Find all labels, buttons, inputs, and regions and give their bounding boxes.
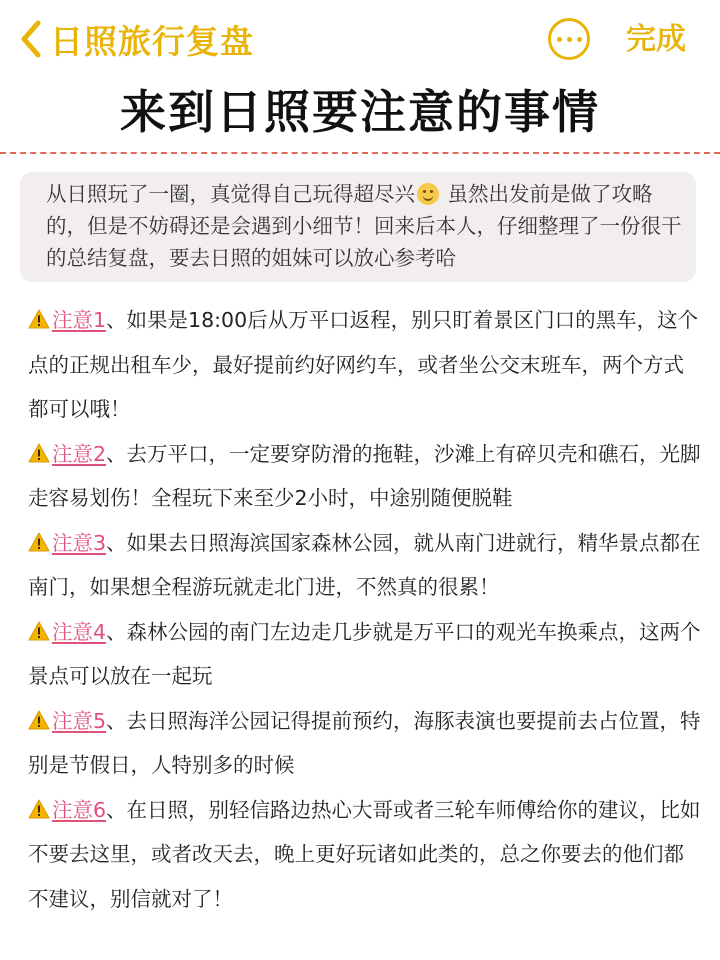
warning-icon <box>28 621 50 641</box>
note-tag[interactable]: 注意2 <box>52 441 107 466</box>
back-label: 日照旅行复盘 <box>50 21 254 61</box>
more-dots-icon <box>557 37 562 42</box>
note-tag[interactable]: 注意3 <box>52 530 107 555</box>
note-item <box>28 699 704 788</box>
notes-list <box>28 298 704 921</box>
intro-text-start: 从日照玩了一圈，真觉得自己玩得超尽兴 <box>46 182 415 206</box>
more-dot <box>567 37 572 42</box>
warning-icon <box>28 799 50 819</box>
note-text: 、在日照，别轻信路边热心大哥或者三轮车师傅给你的建议，比如不要去这里，或者改天去，晚上更好玩诸如此类的，总之你要去的他们都不建议，别信就对了！ <box>28 797 701 911</box>
note-tag[interactable]: 注意6 <box>52 797 107 822</box>
more-dot <box>577 37 582 42</box>
note-tag[interactable]: 注意4 <box>52 619 107 644</box>
note-item <box>28 432 704 521</box>
note-item <box>28 610 704 699</box>
intro-box <box>20 172 696 282</box>
note-text: 、如果是18:00后从万平口返程，别只盯着景区门口的黑车，这个点的正规出租车少，最好提前约好网约车，或者坐公交末班车，两个方式都可以哦！ <box>28 308 699 421</box>
note-text: 、森林公园的南门左边走几步就是万平口的观光车换乘点，这两个景点可以放在一起玩 <box>28 619 701 688</box>
note-tag[interactable]: 注意5 <box>52 708 107 733</box>
smiling-face-icon <box>417 183 439 205</box>
note-text: 、去万平口，一定要穿防滑的拖鞋，沙滩上有碎贝壳和礁石，光脚走容易划伤！全程玩下来至少2小时，中途别随便脱鞋 <box>28 441 701 510</box>
warning-icon <box>28 532 50 552</box>
back-button[interactable] <box>14 14 254 64</box>
note-text: 、去日照海洋公园记得提前预约，海豚表演也要提前去占位置，特别是节假日，人特别多的时候 <box>28 708 701 777</box>
top-bar <box>0 0 720 78</box>
intro-text-end: 虽然出发前是做了攻略的，但是不妨碍还是会遇到小细节！回来后本人，仔细整理了一份很干的总结复盘，要去日照的姐妹可以放心参考哈 <box>46 182 682 270</box>
note-item <box>28 298 704 432</box>
warning-icon <box>28 710 50 730</box>
note-item <box>28 521 704 610</box>
dashed-divider <box>0 152 720 154</box>
note-item <box>28 788 704 922</box>
page-title: 来到日照要注意的事情 <box>120 85 600 139</box>
note-text: 、如果去日照海滨国家森林公园，就从南门进就行，精华景点都在南门，如果想全程游玩就走北门进，不然真的很累！ <box>28 530 701 599</box>
warning-icon <box>28 309 50 329</box>
done-button[interactable]: 完成 <box>626 22 686 57</box>
more-options-button[interactable] <box>548 18 590 60</box>
warning-icon <box>28 443 50 463</box>
note-tag[interactable]: 注意1 <box>52 308 107 332</box>
chevron-left-icon <box>14 17 50 61</box>
